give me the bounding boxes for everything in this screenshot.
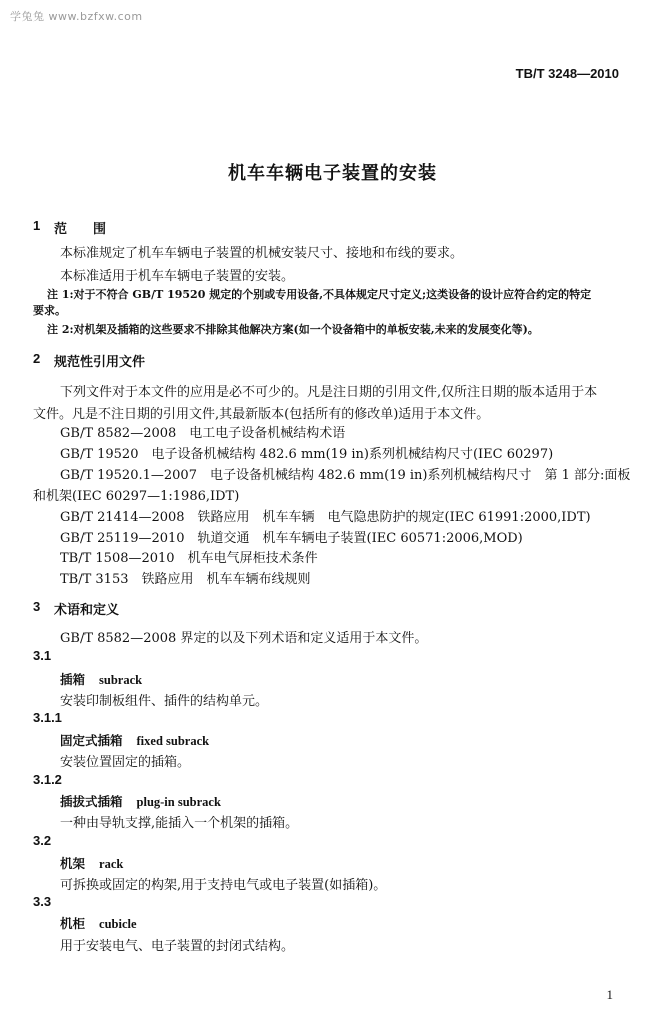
term-number: 3.3 <box>33 894 52 909</box>
reference-item: GB/T 19520 电子设备机械结构 482.6 mm(19 in)系列机械结构尺寸(IEC 60297) <box>60 447 554 462</box>
section-1-paragraph-1: 本标准规定了机车车辆电子装置的机械安装尺寸、接地和布线的要求。 <box>60 246 464 261</box>
term-chinese: 插拔式插箱 <box>60 794 123 809</box>
term-english: fixed subrack <box>136 734 210 748</box>
term-english: rack <box>99 857 124 871</box>
term-chinese: 固定式插箱 <box>60 733 123 748</box>
page-number: 1 <box>606 987 613 1002</box>
document-title: 机车车辆电子装置的安装 <box>228 163 437 184</box>
watermark: 学兔兔 www.bzfxw.com <box>10 10 143 23</box>
reference-item: GB/T 21414—2008 铁路应用 机车车辆 电气隐患防护的规定(IEC 61991:2000,IDT) <box>60 510 591 525</box>
term-heading <box>60 731 209 749</box>
term-english: plug-in subrack <box>136 795 221 809</box>
section-2-number: 2 <box>33 351 41 366</box>
term-english: subrack <box>99 673 143 687</box>
reference-item-continuation: 和机架(IEC 60297—1:1986,IDT) <box>33 489 240 504</box>
term-chinese: 机架 <box>60 856 86 871</box>
note-1-line-1: 注 1:对于不符合 GB/T 19520 规定的个别或专用设备,不具体规定尺寸定义;这类设备的设计应符合约定的特定 <box>47 288 592 301</box>
term-heading <box>60 792 221 810</box>
term-number: 3.1.2 <box>33 772 62 787</box>
section-1-number: 1 <box>33 218 41 233</box>
section-1-title: 范 围 <box>54 222 107 237</box>
reference-item: GB/T 8582—2008 电工电子设备机械结构术语 <box>60 426 346 441</box>
term-english: cubicle <box>99 917 137 931</box>
term-definition: 用于安装电气、电子装置的封闭式结构。 <box>60 939 295 954</box>
section-2-title: 规范性引用文件 <box>54 355 146 370</box>
term-number: 3.1 <box>33 648 52 663</box>
reference-item: GB/T 19520.1—2007 电子设备机械结构 482.6 mm(19 in)系列机械结构尺寸 第 1 部分:面板 <box>60 468 631 483</box>
reference-item: GB/T 25119—2010 轨道交通 机车车辆电子装置(IEC 60571:2006,MOD) <box>60 531 523 546</box>
term-heading <box>60 670 142 688</box>
section-2-intro-line-1: 下列文件对于本文件的应用是必不可少的。凡是注日期的引用文件,仅所注日期的版本适用于本 <box>60 385 598 400</box>
term-chinese: 插箱 <box>60 672 86 687</box>
section-3-number: 3 <box>33 599 41 614</box>
section-3-title: 术语和定义 <box>54 603 120 618</box>
term-chinese: 机柜 <box>60 916 86 931</box>
term-definition: 一种由导轨支撑,能插入一个机架的插箱。 <box>60 816 299 831</box>
section-1-paragraph-2: 本标准适用于机车车辆电子装置的安装。 <box>60 269 295 284</box>
reference-item: TB/T 1508—2010 机车电气屏柜技术条件 <box>60 551 318 566</box>
term-definition: 安装印制板组件、插件的结构单元。 <box>60 694 269 709</box>
section-2-intro-line-2: 文件。凡是不注日期的引用文件,其最新版本(包括所有的修改单)适用于本文件。 <box>33 407 490 422</box>
term-definition: 安装位置固定的插箱。 <box>60 755 191 770</box>
term-number: 3.1.1 <box>33 710 62 725</box>
reference-item: TB/T 3153 铁路应用 机车车辆布线规则 <box>60 572 311 587</box>
term-definition: 可拆换或固定的构架,用于支持电气或电子装置(如插箱)。 <box>60 878 387 893</box>
term-heading <box>60 854 123 872</box>
term-number: 3.2 <box>33 833 52 848</box>
note-1-line-2: 要求。 <box>33 304 66 317</box>
standard-code: TB/T 3248—2010 <box>515 66 619 81</box>
note-2: 注 2:对机架及插箱的这些要求不排除其他解决方案(如一个设备箱中的单板安装,未来的发展变化等)。 <box>47 323 539 336</box>
term-heading <box>60 914 137 932</box>
section-3-intro: GB/T 8582—2008 界定的以及下列术语和定义适用于本文件。 <box>60 631 428 646</box>
